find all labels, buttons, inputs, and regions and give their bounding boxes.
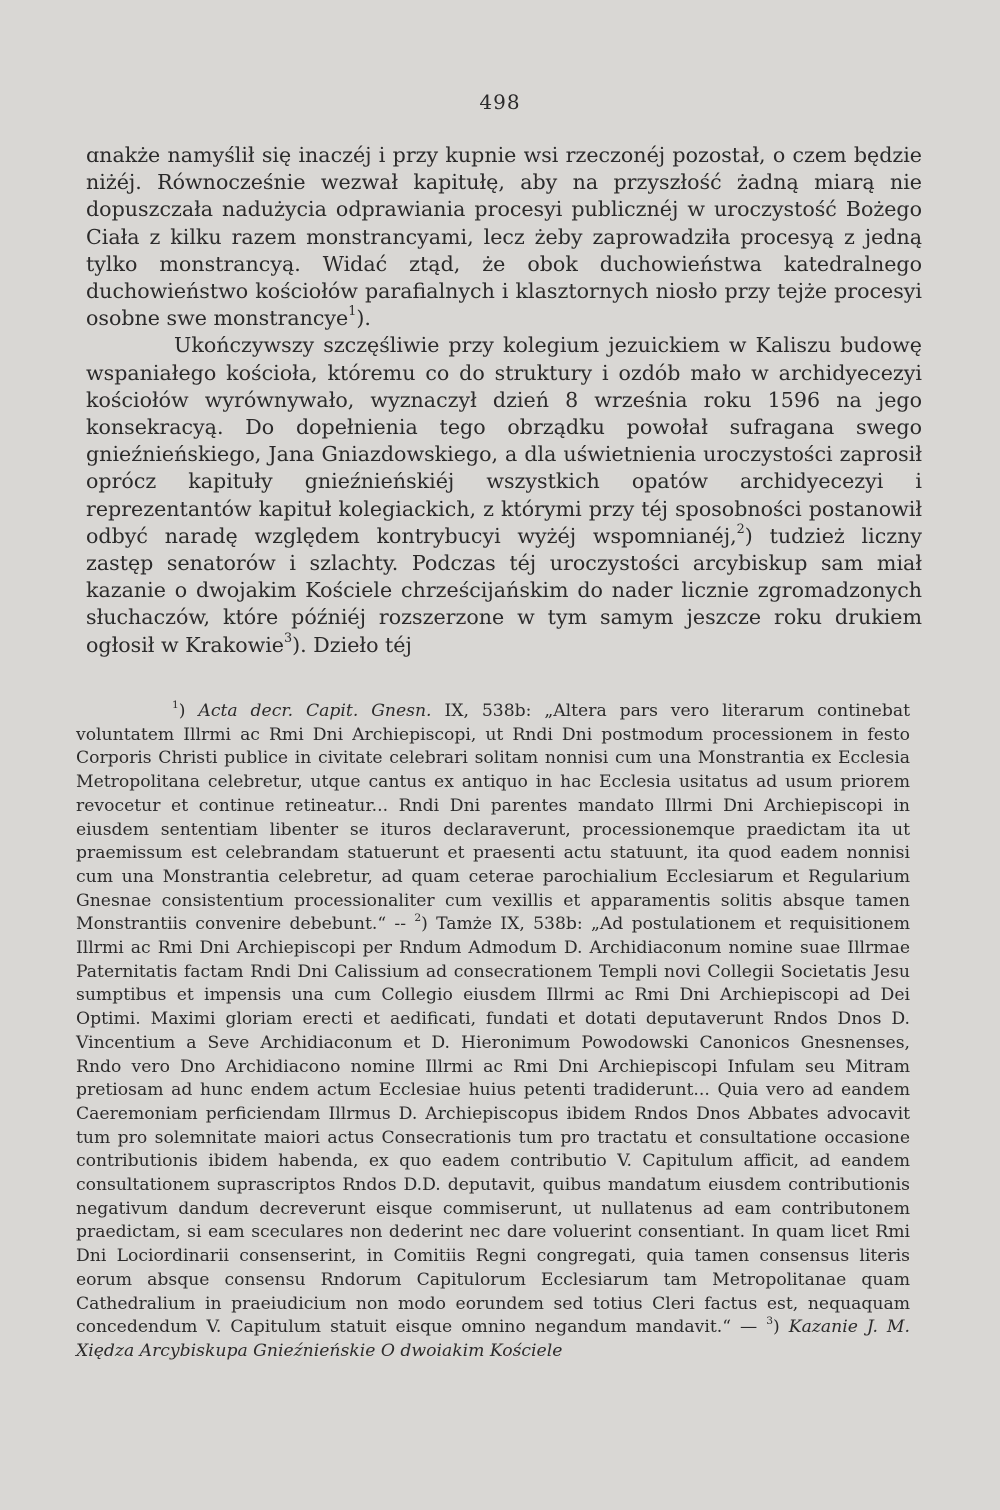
- paragraph-2-text: Ukończywszy szczęśliwie przy kolegium jezuickiem w Kaliszu budowę wspaniałego kościoła, któremu co do struktury i ozdób mało w archidyecezyi kościołów wyrównywało, wyznaczył dzień 8 września roku 1596 na jego konsekracyą. Do dopełnienia tego obrządku powołał sufragana swego gnieźnieńskiego, Jana Gniazdowskiego, a dla uświetnienia uroczystości zaprosił oprócz kapituły gnieźnieńskiéj wszystkich opatów archidyecezyi i reprezentantów kapituł kolegiackich, z którymi przy téj sposobności postanowił odbyć naradę względem kontrybucyi wyżéj wspomnianéj,: [86, 333, 922, 548]
- footnote-1-mark: 1: [172, 697, 179, 711]
- paragraph-1-text: ɑnakże namyślił się inaczéj i przy kupnie wsi rzeczonéj pozostał, o czem będzie niżéj. Równocześnie wezwał kapitułę, aby na przyszłość żadną miarą nie dopuszczała nadużycia odprawiania procesyi publicznéj w uroczystość Bożego Ciała z kilku razem monstrancyami, lecz żeby zaprowadziła procesyą z jedną tylko monstrancyą. Widać ztąd, że obok duchowieństwa katedralnego duchowieństwo kościołów parafialnych i klasztornych niosło przy tejże procesyi osobne swe monstrancye: [86, 143, 922, 331]
- paragraph-1: [86, 142, 922, 332]
- footnote-3-text: Kazanie J. M. Xiędza Arcybiskupa Gnieźnieńskie O dwoiakim Kościele: [76, 1317, 910, 1361]
- footnote-1-source: Acta decr. Capit. Gnesn.: [198, 701, 432, 721]
- footnotes: [76, 697, 911, 1364]
- paragraph-2-end: ). Dzieło téj: [292, 632, 412, 657]
- footnote-2-text: ) Tamże IX, 538b: „Ad postulationem et requisitionem Illrmi ac Rmi Dni Archiepiscopi per Rndum Admodum D. Archidiaconum nomine suae Illrmae Paternitatis factam Rndi Dni Calissium ad consecrationem Templi novi Collegii Societatis Jesu sumptibus et impensis una cum Collegio eiusdem Illrmi ac Rmi Dni Archiepiscopi ad Dei Optimi. Maximi gloriam erecti et aedificati, fundati et dotati deputaverunt Rndos Dnos D. Vincentium a Seve Archidiaconum et D. Hieronimum Powodowski Canonicos Gnesnenses, Rndo vero Dno Archidiacono nomine Illrmi ac Rmi Dni Archiepiscopi Infulam seu Mitram pretiosam ad hunc endem actum Ecclesiae huius petenti tradiderunt... Quia vero ad eandem Caeremoniam perficiendam Illrmus D. Archiepiscopus ibidem Rndos Dnos Abbates advocavit tum pro solemnitate maiori actus Consecrationis tum pro tractatu et consultatione occasione contributionis ibidem habenda, ex quo eadem contributio V. Capitulum afficit, ad eandem consultationem suprascriptos Rndos D.D. deputavit, quibus mandatum eiusdem contributionis negativum dandum decreverunt eisque commiserunt, ut nullatenus ad eam contributonem praedictam, si eam sceculares non dederint nec dare voluerint consentiant. In quam licet Rmi Dni Lociordinarii consenserint, in Comitiis Regni congregati, quia tamen consensus literis eorum absque consensu Rndorum Capitulorum Ecclesiarum tam Metropolitanae quam Cathedralium in praeiudicium non modo eorundem sed totius Cleri factus est, nequaquam concedendum V. Capitulum statuit eisque omnino negandum mandavit.“ —: [76, 914, 910, 1338]
- paragraph-2: [86, 332, 922, 658]
- footnote-ref-1: 1: [348, 304, 357, 320]
- paragraph-2-middle: ) tudzież liczny zastęp senatorów i szlachty. Podczas téj uroczystości arcybiskup sam miał kazanie o dwojakim Kościele chrześcijańskim do nader licznie zgromadzonych słuchaczów, które późniéj rozszerzone w tym samym jeszcze roku drukiem ogłosił w Krakowie: [86, 523, 922, 657]
- footnote-3-paren: ): [773, 1317, 780, 1338]
- footnote-ref-3: 3: [284, 630, 293, 646]
- footnote-block: [76, 697, 911, 1364]
- footnote-1-paren: ): [178, 701, 186, 721]
- main-text: [86, 142, 922, 659]
- footnote-1-text: IX, 538b: „Altera pars vero literarum continebat voluntatem Illrmi ac Rmi Dni Archiepiscopi, ut Rndi Dni postmodum processionem in festo Corporis Christi publice in civitate celebrari solitam nonnisi cum una Monstrantia ex Ecclesia Metropolitana celebretur, utque cantus ex antiquo in hac Ecclesia usitatus ad usum priorem revocetur et continue retineatur... Rndi Dni parentes mandato Illrmi Dni Archiepiscopi in eiusdem sententiam libenter se ituros declaraverunt, processionemque praedictam ita ut praemissum est celebrandam statuerunt et praesenti actu statuunt, ita quod eadem nonnisi cum una Monstrantia celebretur, ad quam ceterae parochialium Ecclesiarum et Regularium Gnesnae consistentium processionaliter cum vexillis et apparamentis solitis absque tamen Monstrantiis convenire debebunt.“ --: [76, 701, 911, 935]
- paragraph-1-end: ).: [356, 306, 371, 331]
- footnote-3-mark: 3: [766, 1313, 774, 1327]
- footnote-2-mark: 2: [414, 911, 422, 924]
- page-number: 498: [479, 90, 521, 114]
- footnote-ref-2: 2: [736, 522, 745, 538]
